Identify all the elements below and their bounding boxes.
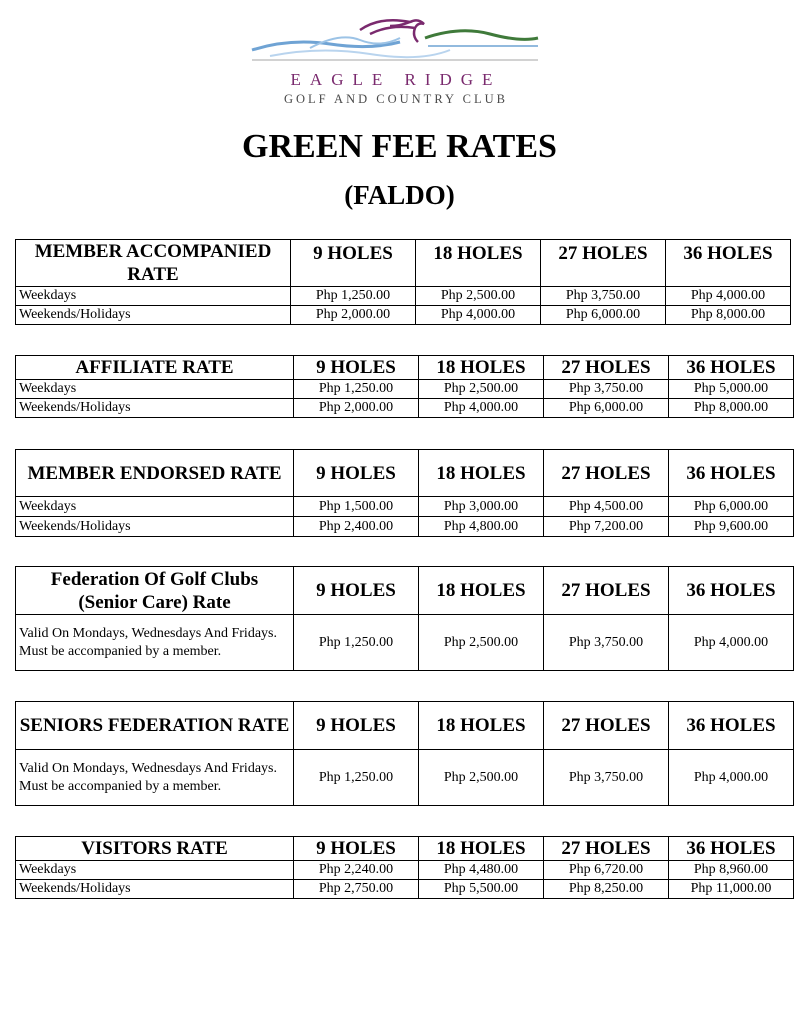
column-header: 36 HOLES	[669, 356, 794, 380]
rate-cell: Php 6,000.00	[541, 306, 666, 325]
rate-cell: Php 1,250.00	[294, 750, 419, 806]
rate-cell: Php 4,000.00	[669, 750, 794, 806]
rate-cell: Php 6,720.00	[544, 861, 669, 880]
column-header: 27 HOLES	[544, 356, 669, 380]
column-header: 27 HOLES	[541, 240, 666, 287]
rate-table-seniors-federation	[15, 701, 794, 806]
club-logo	[250, 12, 542, 106]
table-row	[16, 615, 794, 671]
rate-cell: Php 4,000.00	[666, 287, 791, 306]
rate-cell: Php 8,000.00	[666, 306, 791, 325]
column-header: 9 HOLES	[294, 356, 419, 380]
rate-cell: Php 2,000.00	[294, 399, 419, 418]
rate-cell: Php 4,500.00	[544, 497, 669, 517]
table-header-row	[16, 702, 794, 750]
rate-cell: Php 7,200.00	[544, 517, 669, 537]
rate-cell: Php 4,000.00	[419, 399, 544, 418]
column-header: 27 HOLES	[544, 450, 669, 497]
rate-cell: Php 4,000.00	[416, 306, 541, 325]
rate-cell: Php 4,800.00	[419, 517, 544, 537]
column-header: 18 HOLES	[419, 567, 544, 615]
rate-cell: Php 2,750.00	[294, 880, 419, 899]
page-subtitle: (FALDO)	[344, 180, 455, 210]
row-label: Valid On Mondays, Wednesdays And Fridays. Must be accompanied by a member.	[16, 615, 294, 671]
table-heading: MEMBER ACCOMPANIED RATE	[16, 240, 291, 287]
column-header: 18 HOLES	[419, 837, 544, 861]
column-header: 9 HOLES	[294, 567, 419, 615]
row-label: Weekends/Holidays	[16, 306, 291, 325]
column-header: 18 HOLES	[419, 450, 544, 497]
table-heading: Federation Of Golf Clubs (Senior Care) Rate	[16, 567, 294, 615]
rate-cell: Php 11,000.00	[669, 880, 794, 899]
column-header: 9 HOLES	[294, 450, 419, 497]
table-row	[16, 380, 794, 399]
rate-cell: Php 3,750.00	[544, 380, 669, 399]
column-header: 27 HOLES	[544, 567, 669, 615]
row-label: Weekdays	[16, 287, 291, 306]
rate-cell: Php 4,000.00	[669, 615, 794, 671]
rate-cell: Php 8,960.00	[669, 861, 794, 880]
row-label: Weekends/Holidays	[16, 517, 294, 537]
table-header-row	[16, 240, 791, 287]
column-header: 27 HOLES	[544, 837, 669, 861]
table-heading: SENIORS FEDERATION RATE	[16, 702, 294, 750]
table-row	[16, 287, 791, 306]
rate-cell: Php 6,000.00	[669, 497, 794, 517]
row-label: Weekdays	[16, 861, 294, 880]
eagle-logo-icon	[250, 12, 542, 68]
rate-cell: Php 8,250.00	[544, 880, 669, 899]
column-header: 36 HOLES	[666, 240, 791, 287]
row-label: Weekdays	[16, 380, 294, 399]
table-heading: MEMBER ENDORSED RATE	[16, 450, 294, 497]
rate-cell: Php 2,500.00	[416, 287, 541, 306]
rate-table-federation-golf-clubs	[15, 566, 794, 671]
rate-cell: Php 1,250.00	[291, 287, 416, 306]
rate-cell: Php 2,500.00	[419, 380, 544, 399]
rate-cell: Php 8,000.00	[669, 399, 794, 418]
rate-cell: Php 2,000.00	[291, 306, 416, 325]
table-header-row	[16, 356, 794, 380]
table-row	[16, 497, 794, 517]
rate-cell: Php 2,240.00	[294, 861, 419, 880]
table-row	[16, 750, 794, 806]
table-row	[16, 399, 794, 418]
table-header-row	[16, 567, 794, 615]
rate-table-visitors	[15, 836, 794, 899]
column-header: 9 HOLES	[294, 702, 419, 750]
table-row	[16, 306, 791, 325]
rate-cell: Php 1,250.00	[294, 380, 419, 399]
rate-cell: Php 2,400.00	[294, 517, 419, 537]
column-header: 27 HOLES	[544, 702, 669, 750]
table-heading: AFFILIATE RATE	[16, 356, 294, 380]
logo-brand-subtitle: GOLF AND COUNTRY CLUB	[283, 92, 508, 106]
rate-cell: Php 5,000.00	[669, 380, 794, 399]
rate-cell: Php 6,000.00	[544, 399, 669, 418]
rate-table-member-endorsed	[15, 449, 794, 537]
row-label: Weekdays	[16, 497, 294, 517]
rate-cell: Php 5,500.00	[419, 880, 544, 899]
rate-cell: Php 3,750.00	[544, 615, 669, 671]
row-label: Valid On Mondays, Wednesdays And Fridays. Must be accompanied by a member.	[16, 750, 294, 806]
table-row	[16, 880, 794, 899]
rate-cell: Php 9,600.00	[669, 517, 794, 537]
rate-cell: Php 3,750.00	[544, 750, 669, 806]
table-row	[16, 517, 794, 537]
column-header: 36 HOLES	[669, 702, 794, 750]
row-label: Weekends/Holidays	[16, 880, 294, 899]
rate-cell: Php 2,500.00	[419, 750, 544, 806]
rate-cell: Php 4,480.00	[419, 861, 544, 880]
column-header: 36 HOLES	[669, 567, 794, 615]
table-header-row	[16, 450, 794, 497]
table-row	[16, 861, 794, 880]
rate-cell: Php 2,500.00	[419, 615, 544, 671]
page-title: GREEN FEE RATES	[242, 128, 557, 165]
logo-brand-name: EAGLE RIDGE	[290, 70, 502, 89]
rate-cell: Php 3,750.00	[541, 287, 666, 306]
column-header: 18 HOLES	[416, 240, 541, 287]
column-header: 18 HOLES	[419, 356, 544, 380]
rate-table-member-accompanied	[15, 239, 791, 325]
column-header: 9 HOLES	[294, 837, 419, 861]
column-header: 36 HOLES	[669, 837, 794, 861]
rate-table-affiliate	[15, 355, 794, 418]
column-header: 36 HOLES	[669, 450, 794, 497]
column-header: 9 HOLES	[291, 240, 416, 287]
rate-cell: Php 1,500.00	[294, 497, 419, 517]
table-header-row	[16, 837, 794, 861]
column-header: 18 HOLES	[419, 702, 544, 750]
rate-cell: Php 1,250.00	[294, 615, 419, 671]
rate-cell: Php 3,000.00	[419, 497, 544, 517]
table-heading: VISITORS RATE	[16, 837, 294, 861]
row-label: Weekends/Holidays	[16, 399, 294, 418]
